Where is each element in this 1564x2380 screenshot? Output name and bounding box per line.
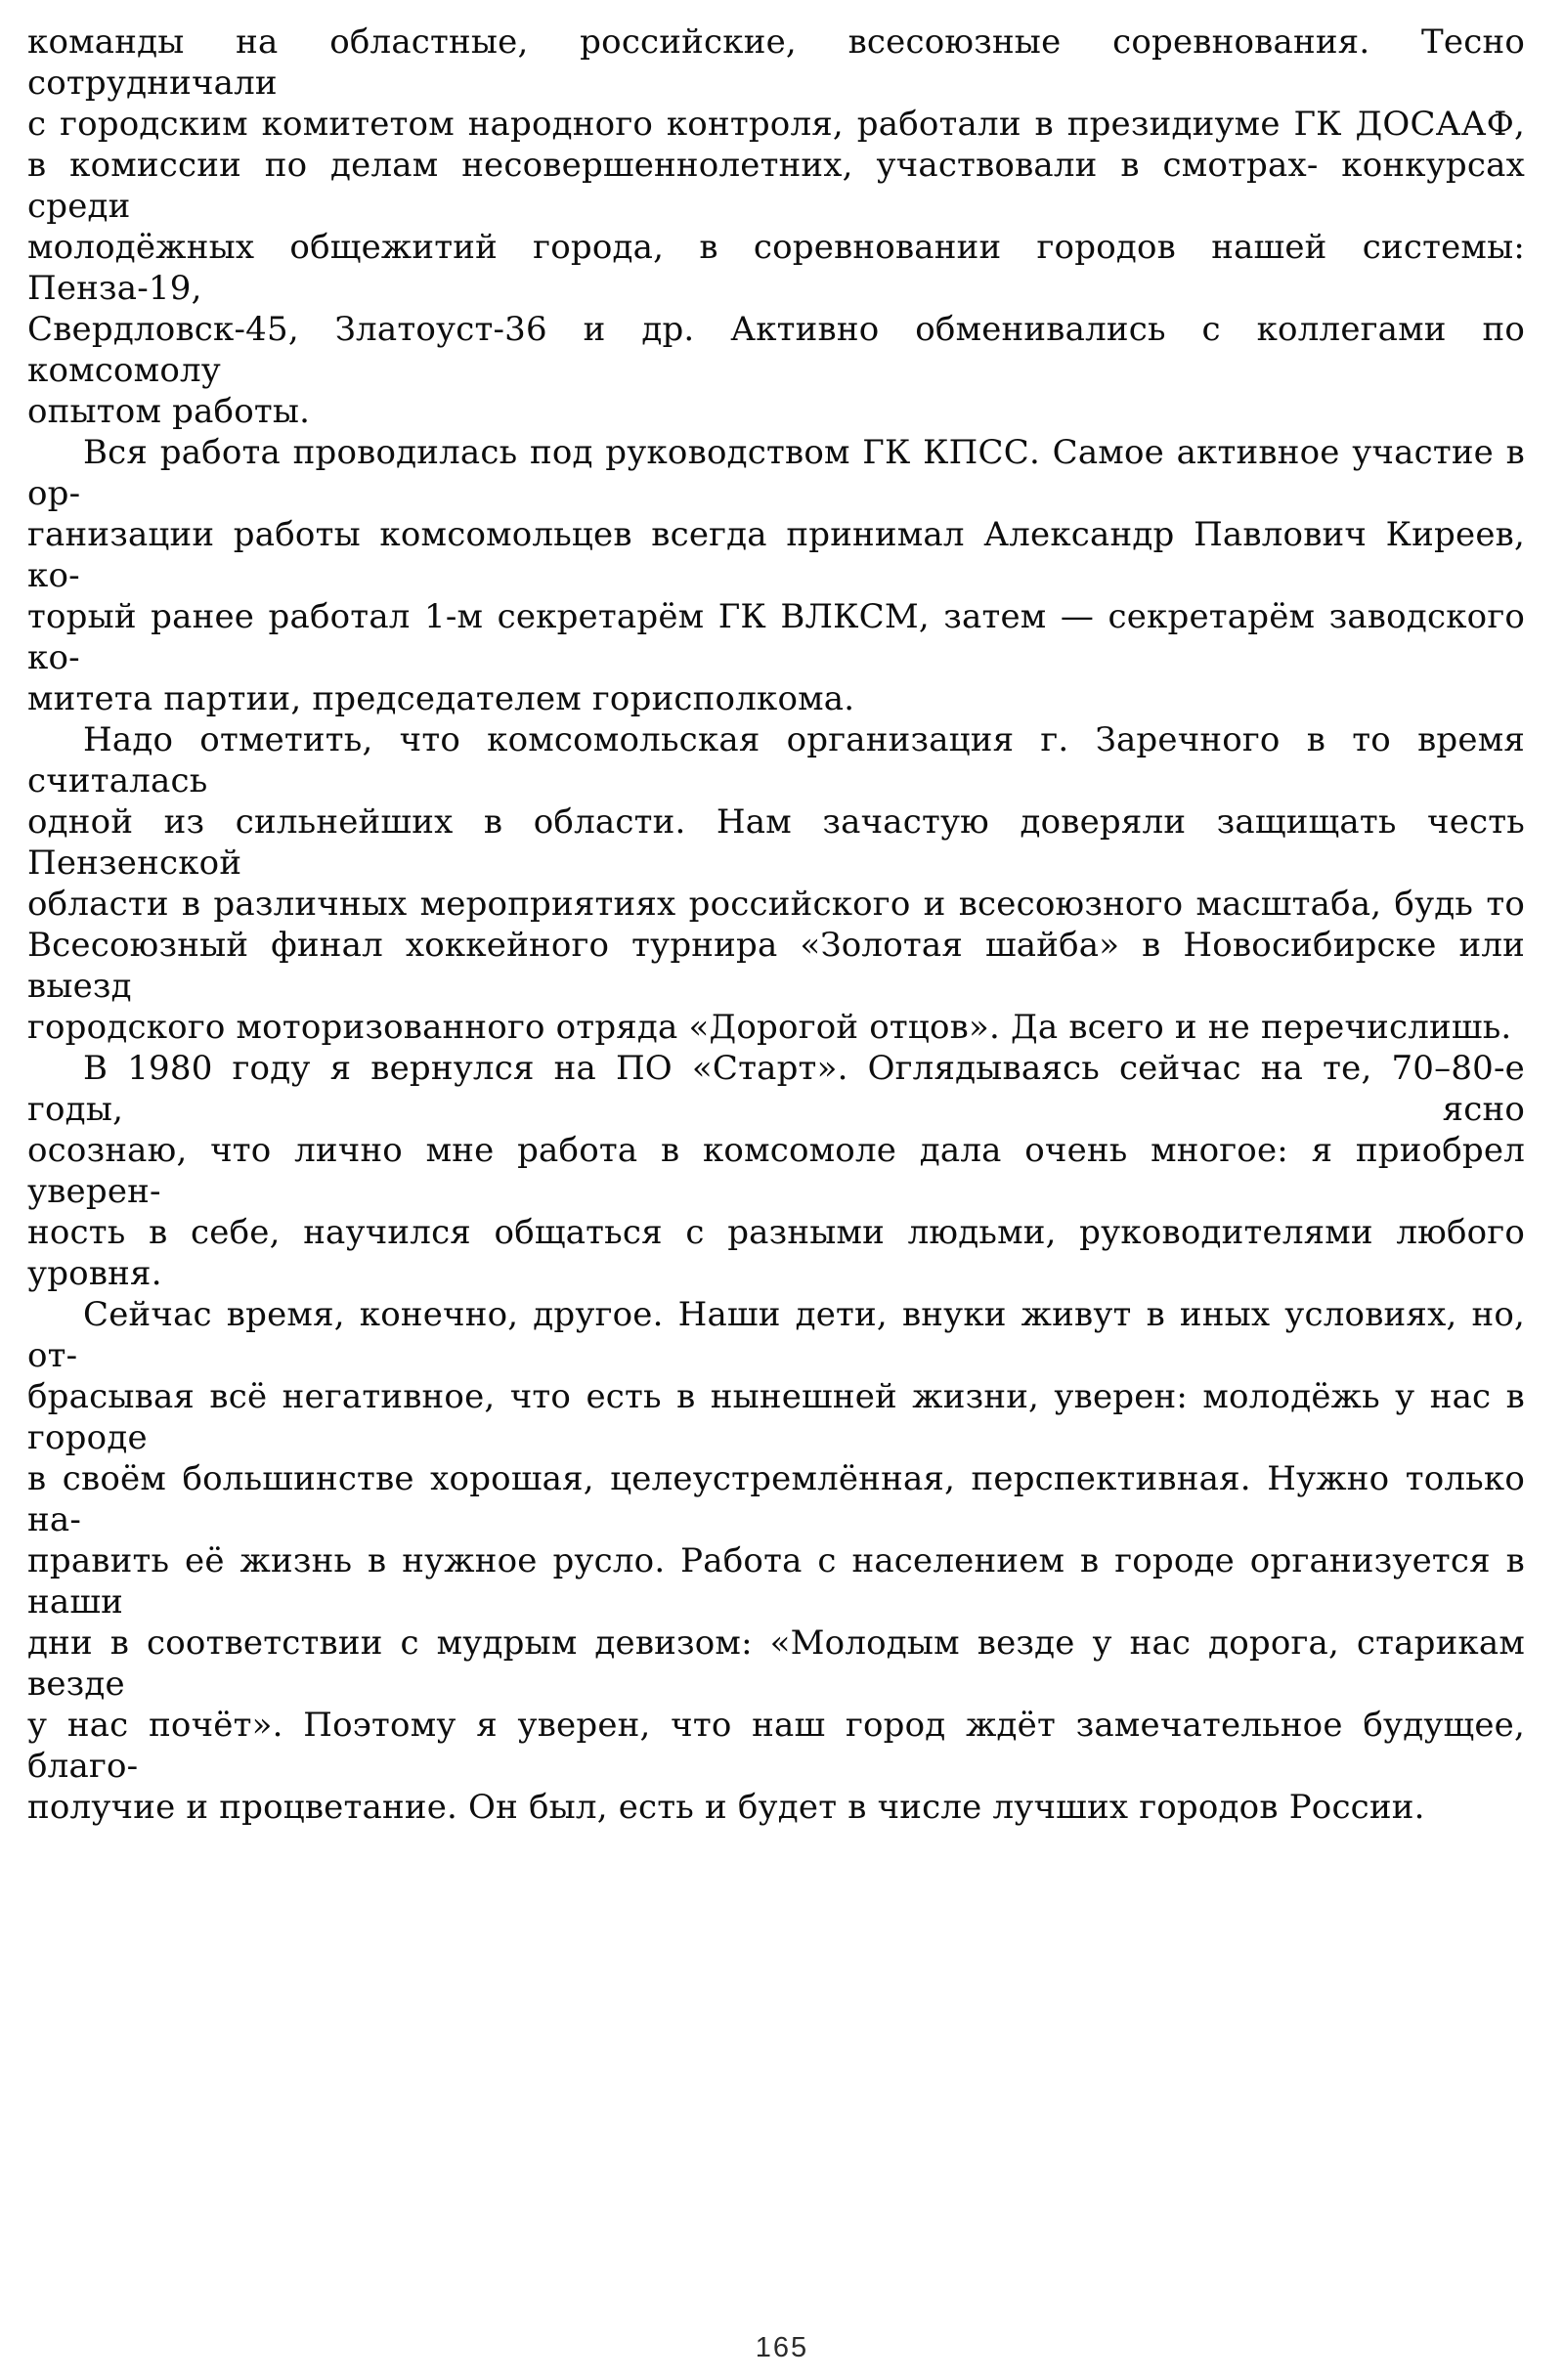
text-line: Вся работа проводилась под руководством ГК КПСС. Самое активное участие в ор- — [27, 433, 1525, 513]
text-line: получие и процветание. Он был, есть и будет в числе лучших городов России. — [27, 1788, 1425, 1827]
text-line: команды на областные, российские, всесоюзные соревнования. Тесно сотрудничали — [27, 22, 1525, 103]
paragraph — [27, 432, 1525, 719]
text-block — [27, 22, 1525, 1828]
paragraph — [27, 719, 1525, 1048]
text-line: осознаю, что лично мне работа в комсомоле дала очень многое: я приобрел уверен- — [27, 1131, 1525, 1211]
text-line: у нас почёт». Поэтому я уверен, что наш город ждёт замечательное будущее, благо- — [27, 1706, 1525, 1786]
text-line: Свердловск-45, Златоуст-36 и др. Активно обменивались с коллегами по комсомолу — [27, 310, 1525, 390]
text-line: Надо отметить, что комсомольская организация г. Заречного в то время считалась — [27, 720, 1525, 801]
text-line: с городским комитетом народного контроля, работали в президиуме ГК ДОСААФ, — [27, 105, 1525, 144]
text-line: Всесоюзный финал хоккейного турнира «Золотая шайба» в Новосибирске или выезд — [27, 926, 1525, 1006]
text-line: митета партии, председателем горисполкома. — [27, 679, 855, 718]
text-line: в комиссии по делам несовершеннолетних, участвовали в смотрах- конкурсах среди — [27, 146, 1525, 226]
text-line: опытом работы. — [27, 392, 311, 431]
text-line: ганизации работы комсомольцев всегда принимал Александр Павлович Киреев, ко- — [27, 515, 1525, 595]
text-line: брасывая всё негативное, что есть в нынешней жизни, уверен: молодёжь у нас в городе — [27, 1377, 1525, 1457]
text-line: городского моторизованного отряда «Дорогой отцов». Да всего и не перечислишь. — [27, 1008, 1512, 1047]
text-line: Сейчас время, конечно, другое. Наши дети, внуки живут в иных условиях, но, от- — [27, 1295, 1525, 1375]
text-line: области в различных мероприятиях российского и всесоюзного масштаба, будь то — [27, 885, 1525, 924]
paragraph — [27, 1294, 1525, 1828]
text-line: молодёжных общежитий города, в соревновании городов нашей системы: Пенза-19, — [27, 228, 1525, 308]
text-line: В 1980 году я вернулся на ПО «Старт». Оглядываясь сейчас на те, 70–80-е годы, ясно — [27, 1049, 1525, 1129]
text-line: одной из сильнейших в области. Нам зачастую доверяли защищать честь Пензенской — [27, 802, 1525, 883]
text-line: править её жизнь в нужное русло. Работа с населением в городе организуется в наши — [27, 1541, 1525, 1622]
text-line: дни в соответствии с мудрым девизом: «Молодым везде у нас дорога, старикам везде — [27, 1623, 1525, 1704]
paragraph — [27, 1048, 1525, 1294]
text-line: торый ранее работал 1-м секретарём ГК ВЛКСМ, затем — секретарём заводского ко- — [27, 597, 1525, 677]
paragraph — [27, 22, 1525, 432]
page-number: 165 — [755, 2332, 809, 2363]
text-line: в своём большинстве хорошая, целеустремлённая, перспективная. Нужно только на- — [27, 1459, 1525, 1539]
text-line: ность в себе, научился общаться с разными людьми, руководителями любого уровня. — [27, 1213, 1525, 1293]
